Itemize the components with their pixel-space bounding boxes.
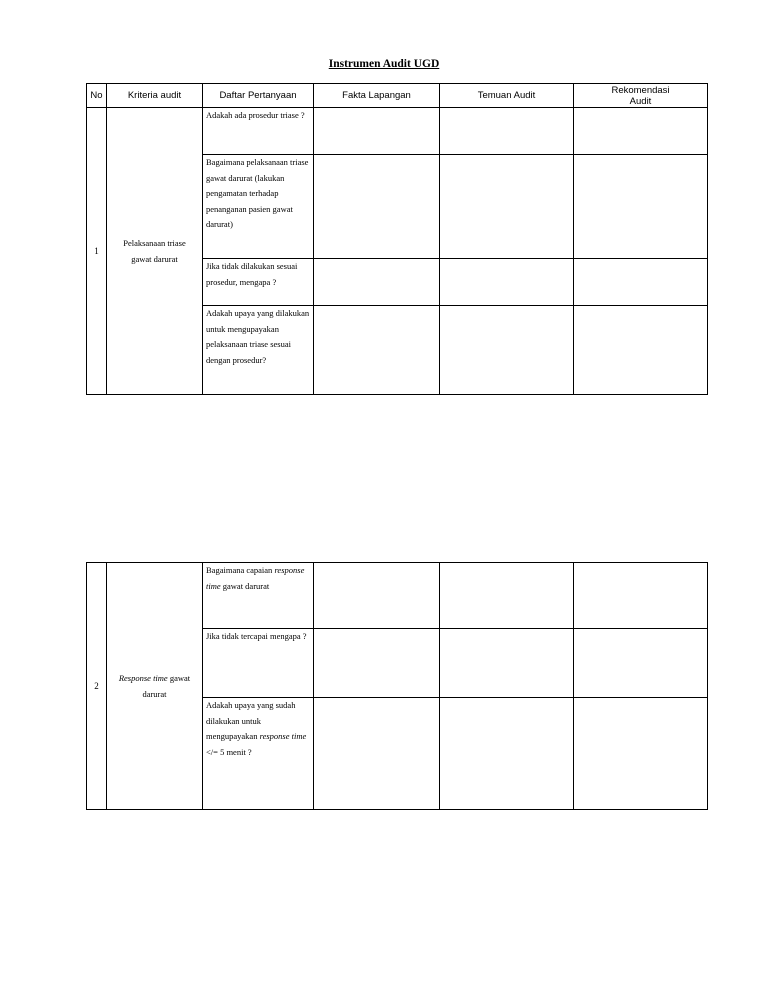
q1-post: gawat darurat <box>220 580 270 591</box>
temuan-cell[interactable] <box>440 155 574 259</box>
fakta-cell[interactable] <box>314 259 440 306</box>
question-cell: Bagaimana pelaksanaan triase gawat darurat (lakukan pengamatan terhadap penanganan pasien gawat darurat) <box>203 155 314 259</box>
audit-table-2 <box>86 562 708 810</box>
question-cell: Jika tidak tercapai mengapa ? <box>203 629 314 698</box>
table-header-row <box>87 84 708 108</box>
question-cell: Adakah upaya yang dilakukan untuk mengupayakan pelaksanaan triase sesuai dengan prosedur? <box>203 306 314 395</box>
q1-pre: Bagaimana capaian <box>206 565 275 575</box>
criteria-cell <box>107 563 203 810</box>
rekomendasi-cell[interactable] <box>574 108 708 155</box>
header-pertanyaan: Daftar Pertanyaan <box>203 84 314 108</box>
row-number: 1 <box>87 108 107 395</box>
audit-table-1 <box>86 83 708 395</box>
header-fakta: Fakta Lapangan <box>314 84 440 108</box>
header-rekomendasi <box>574 84 708 108</box>
q3-post: </= 5 menit ? <box>206 746 252 757</box>
temuan-cell[interactable] <box>440 629 574 698</box>
rekomendasi-cell[interactable] <box>574 698 708 810</box>
fakta-cell[interactable] <box>314 306 440 395</box>
rekomendasi-cell[interactable] <box>574 629 708 698</box>
rekomendasi-cell[interactable] <box>574 155 708 259</box>
table-row <box>87 108 708 155</box>
question-cell <box>203 698 314 810</box>
rekomendasi-cell[interactable] <box>574 563 708 629</box>
criteria-rest: gawat darurat <box>142 673 191 699</box>
document-title: Instrumen Audit UGD <box>328 58 440 70</box>
criteria-cell: Pelaksanaan triase gawat darurat <box>107 108 203 395</box>
fakta-cell[interactable] <box>314 155 440 259</box>
fakta-cell[interactable] <box>314 563 440 629</box>
fakta-cell[interactable] <box>314 698 440 810</box>
temuan-cell[interactable] <box>440 563 574 629</box>
rekomendasi-cell[interactable] <box>574 306 708 395</box>
question-cell: Jika tidak dilakukan sesuai prosedur, mengapa ? <box>203 259 314 306</box>
header-rekomendasi-label: Rekomendasi Audit <box>611 84 670 107</box>
temuan-cell[interactable] <box>440 108 574 155</box>
q3-pre: Adakah upaya yang sudah dilakukan untuk mengupayakan <box>206 700 296 741</box>
temuan-cell[interactable] <box>440 306 574 395</box>
temuan-cell[interactable] <box>440 259 574 306</box>
header-temuan: Temuan Audit <box>440 84 574 108</box>
header-no: No <box>87 84 107 108</box>
question-cell: Adakah ada prosedur triase ? <box>203 108 314 155</box>
row-number: 2 <box>87 563 107 810</box>
fakta-cell[interactable] <box>314 108 440 155</box>
table-row <box>87 563 708 629</box>
q1-italic: response time <box>206 565 305 591</box>
q3-italic: response time <box>259 731 307 741</box>
criteria-italic: Response time <box>118 673 168 683</box>
header-kriteria: Kriteria audit <box>107 84 203 108</box>
temuan-cell[interactable] <box>440 698 574 810</box>
question-cell <box>203 563 314 629</box>
fakta-cell[interactable] <box>314 629 440 698</box>
rekomendasi-cell[interactable] <box>574 259 708 306</box>
